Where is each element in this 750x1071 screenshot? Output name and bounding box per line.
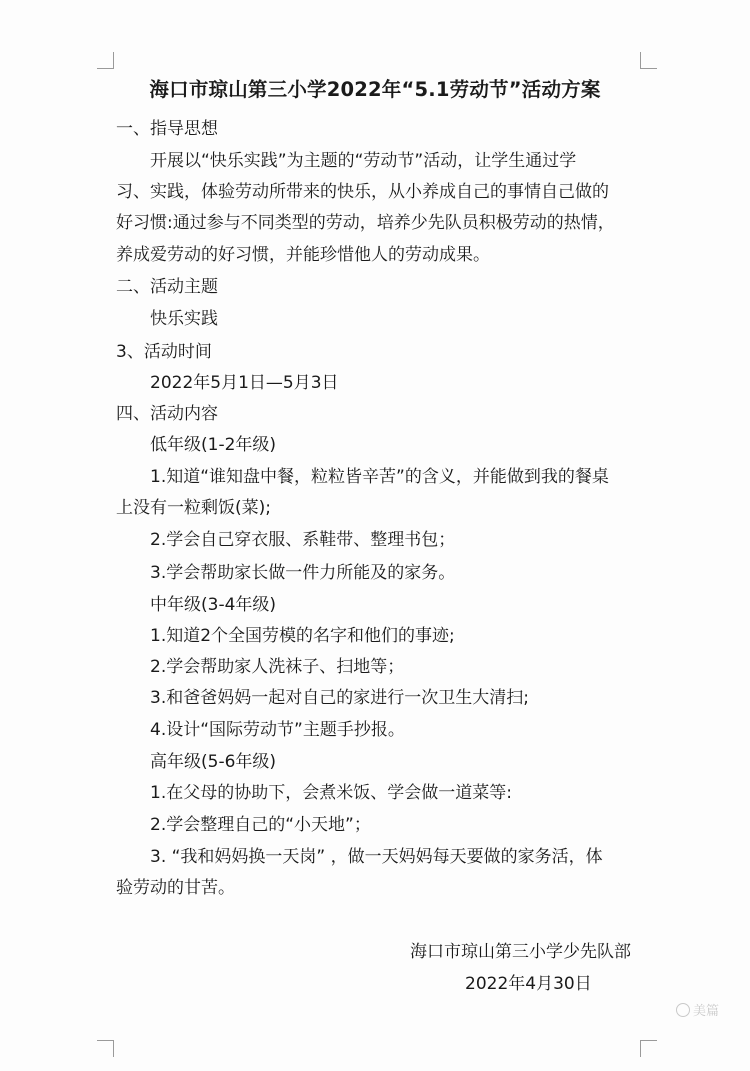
section-heading-guiding: 一、指导思想 [116,119,218,139]
list-item: 2.学会帮助家人洗袜子、扫地等； [150,657,405,677]
signature-date: 2022年4月30日 [465,974,592,994]
paragraph-line: 好习惯:通过参与不同类型的劳动，培养少先队员积极劳动的热情， [116,213,615,233]
list-item: 3. “我和妈妈换一天岗” ，做一天妈妈每天要做的家务活，体 [150,847,603,867]
list-item: 验劳动的甘苦。 [116,878,235,898]
grade-label-mid: 中年级(3-4年级) [150,595,277,615]
section-heading-theme: 二、活动主题 [116,277,218,297]
list-item: 1.在父母的协助下，会煮米饭、学会做一道菜等: [150,783,512,803]
corner-mark-top-right [640,52,657,69]
paragraph-line: 习、实践，体验劳动所带来的快乐，从小养成自己的事情自己做的 [116,182,609,202]
corner-mark-bottom-left [97,1040,114,1057]
list-item: 2.学会整理自己的“小天地”； [150,815,371,835]
paragraph-line: 开展以“快乐实践”为主题的“劳动节”活动，让学生通过学 [150,151,577,171]
list-item: 1.知道“谁知盘中餐，粒粒皆辛苦”的含义，并能做到我的餐桌 [150,467,609,487]
signature-org: 海口市琼山第三小学少先队部 [410,942,631,962]
corner-mark-bottom-right [640,1040,657,1057]
section-heading-time: 3、活动时间 [116,342,212,362]
section-heading-content: 四、活动内容 [116,404,218,424]
watermark [676,1000,719,1019]
list-item: 2.学会自己穿衣服、系鞋带、整理书包； [150,530,456,550]
grade-label-low: 低年级(1-2年级) [150,435,277,455]
paragraph-line: 养成爱劳动的好习惯，并能珍惜他人的劳动成果。 [116,245,490,265]
watermark-logo-icon [676,1003,690,1017]
list-item: 上没有一粒剩饭(菜); [116,498,271,518]
time-text: 2022年5月1日—5月3日 [150,373,339,393]
theme-text: 快乐实践 [150,309,218,329]
list-item: 3.学会帮助家长做一件力所能及的家务。 [150,563,456,583]
list-item: 3.和爸爸妈妈一起对自己的家进行一次卫生大清扫; [150,688,529,708]
watermark-text: 美篇 [693,1004,720,1019]
list-item: 4.设计“国际劳动节”主题手抄报。 [150,720,405,740]
list-item: 1.知道2个全国劳模的名字和他们的事迹; [150,626,455,646]
corner-mark-top-left [97,52,114,69]
grade-label-high: 高年级(5-6年级) [150,752,277,772]
document-title: 海口市琼山第三小学2022年“5.1劳动节”活动方案 [149,78,601,101]
